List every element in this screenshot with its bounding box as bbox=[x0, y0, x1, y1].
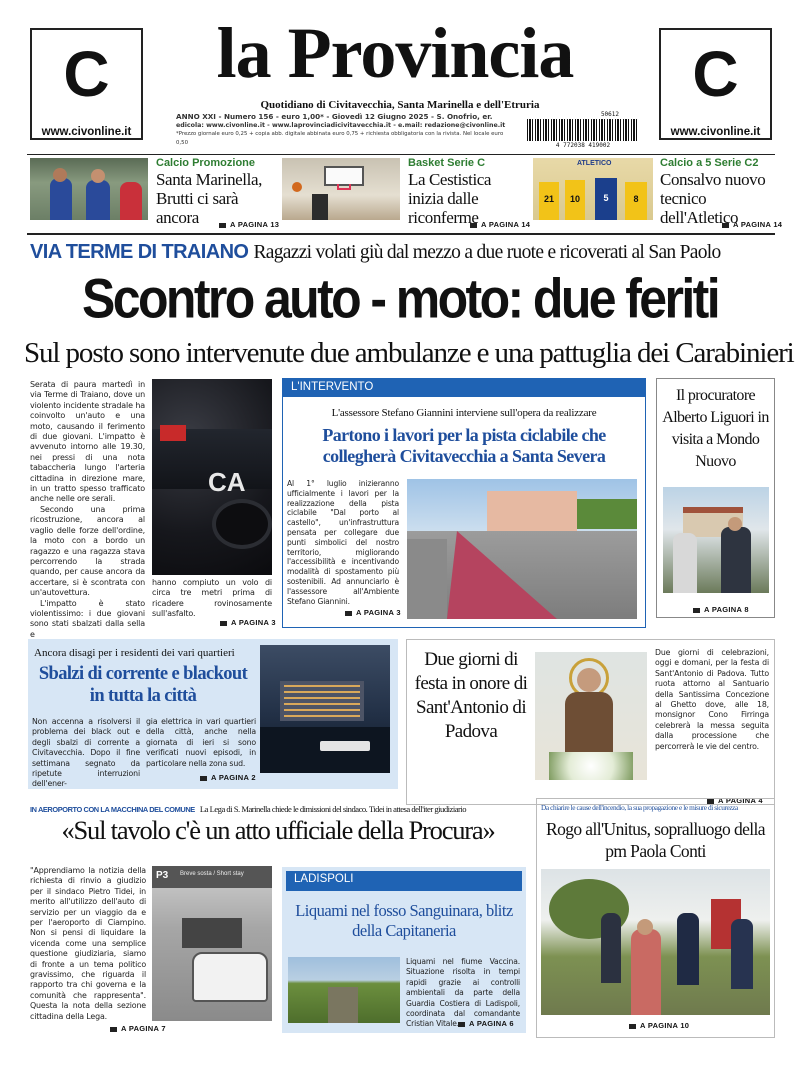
teaser-3-section: Calcio a 5 Serie C2 bbox=[660, 157, 759, 169]
festa-body: Due giorni di celebrazioni, oggi e domani, per la festa di Sant'Antonio di Padova. Tutto ruota attorno al Santuario della Santissima Concezione al Ghetto dove, alle 18, monsignor Cono Firringa celebrerà la messa seguita dalla processione che percorrerà le vie del centro. bbox=[655, 648, 769, 751]
intervento-body: Al 1° luglio inizieranno ufficialmente i lavori per la realizzazione della pista ciclabile "Dal porto al castello", un'infrastruttura pensata per collegare due punti simbolici del nostro territorio, migliorando l'accessibilità e incentivando modalità di spostamento più sostenibili. Ad annunciarlo è l'assessore all'Ambiente Stefano Giannini. bbox=[287, 479, 399, 606]
barcode bbox=[523, 111, 643, 151]
teaser-2[interactable] bbox=[408, 157, 528, 227]
lead-page[interactable]: A PAGINA 3 bbox=[220, 618, 276, 627]
unitus-kicker: Da chiarire le cause dell'incendio, la sua propagazione e le misure di sicurezza bbox=[541, 803, 738, 812]
procuratore-photo[interactable] bbox=[663, 487, 769, 593]
lead-subhead: Sul posto sono intervenute due ambulanze e una pattuglia dei Carabinieri bbox=[24, 337, 794, 369]
procura-headline[interactable]: «Sul tavolo c'è un atto ufficiale della Procura» bbox=[61, 815, 495, 845]
lead-kicker-line bbox=[30, 241, 775, 264]
issue-info: ANNO XXI - Numero 156 - euro 1,00* - Giovedì 12 Giugno 2025 - S. Onofrio, er. bbox=[176, 112, 493, 121]
intervento-kicker: L'assessore Stefano Giannini interviene sull'opera da realizzare bbox=[331, 407, 597, 419]
right-url[interactable]: www.civonline.it bbox=[670, 126, 761, 138]
right-logo-letter: C bbox=[692, 38, 739, 110]
teaser-2-headline[interactable]: La Cestistica inizia dalle riconferme bbox=[408, 170, 492, 227]
teaser-2-page[interactable]: A PAGINA 14 bbox=[470, 220, 530, 229]
intervento-header: L'INTERVENTO bbox=[283, 379, 645, 397]
procura-photo-sign: P3 bbox=[156, 870, 169, 881]
intervento-photo-pista[interactable] bbox=[407, 479, 637, 619]
left-ear-logo[interactable] bbox=[30, 28, 143, 140]
procura-body: "Apprendiamo la notizia della richiesta di rinvio a giudizio per il sindaco Pietro Tidei, in merito all'utilizzo dell'auto di servizio per un viaggio da e per l'aeroporto di Ciampino. Non si pensi di liquidare la vicenda come una semplice questione giudiziaria, siamo di fronte a un tema politico gravissimo, che riguarda il rapporto tra chi governa e la comunità che rappresenta". Questa la nota della sezione cittadina della Lega. bbox=[30, 866, 146, 1021]
lead-kicker: VIA TERME DI TRAIANO bbox=[30, 241, 249, 263]
teaser-1-section: Calcio Promozione bbox=[156, 157, 256, 169]
intervento-page[interactable]: A PAGINA 3 bbox=[345, 608, 401, 617]
lead-kicker-rest: Ragazzi volati giù dal mezzo a due ruote e ricoverati al San Paolo bbox=[253, 242, 721, 263]
left-logo-letter: C bbox=[63, 38, 110, 110]
blackout-body-2: gia elettrica in vari quartieri della città, anche nella giornata di ieri si sono verificati nuovi episodi, in particolare nella zona sud. bbox=[146, 717, 256, 768]
blackout-headline[interactable]: Sbalzi di corrente e blackout in tutta la città bbox=[38, 664, 248, 706]
blackout-kicker: Ancora disagi per i residenti dei vari quartieri bbox=[34, 647, 235, 659]
teaser-photo-calcio5[interactable] bbox=[533, 158, 653, 220]
web-info: edicola: www.civonline.it - www.laprovinciadicivitavecchia.it - e.mail: redazione@civonline.it bbox=[176, 121, 506, 129]
lead-p2: Secondo una prima ricostruzione, ancora al vaglio delle forze dell'ordine, la moto con a bordo un ragazzo e una ragazza stava percorrendo la strada quando, per cause ancora da accertare, si è scontrata con un'autovettura. bbox=[30, 504, 145, 598]
ladispoli-page[interactable]: A PAGINA 6 bbox=[458, 1019, 514, 1028]
teaser-3[interactable] bbox=[660, 157, 778, 227]
teaser-2-section: Basket Serie C bbox=[408, 157, 486, 169]
teaser-photo-calcio[interactable] bbox=[30, 158, 148, 220]
issue-line bbox=[176, 113, 516, 147]
lead-body-col2: hanno compiuto un volo di circa tre metri prima di ricadere rovinosamente sull'asfalto. bbox=[152, 578, 272, 619]
blackout-photo-night[interactable] bbox=[260, 645, 390, 773]
ladispoli-box bbox=[282, 867, 526, 1033]
lead-photo-label: CA bbox=[208, 467, 246, 497]
unitus-headline[interactable]: Rogo all'Unitus, sopralluogo della pm Paola Conti bbox=[546, 819, 765, 861]
unitus-page[interactable]: A PAGINA 10 bbox=[629, 1021, 689, 1030]
newspaper-subtitle: Quotidiano di Civitavecchia, Santa Marinella e dell'Etruria bbox=[260, 99, 540, 111]
teaser-rule bbox=[27, 233, 775, 235]
lead-p3: L'impatto è stato violentissimo: i due giovani sono stati sbalzati dalla sella e bbox=[30, 598, 145, 639]
blackout-box bbox=[28, 639, 398, 789]
festa-headline[interactable]: Due giorni di festa in onore di Sant'Antonio di Padova bbox=[414, 649, 528, 742]
lead-p1: Serata di paura martedì in via Terme di Traiano, dove un violento incidente stradale ha coinvolto un'auto e una moto, causando il ferimento di due giovani. L'impatto è avvenuto intorno alle 19.30, nei pressi di una nota tabaccheria lungo l'arteria cittadina in direzione mare, in un tratto spesso trafficato anche nelle ore serali. bbox=[30, 380, 145, 504]
procura-kicker-line bbox=[30, 797, 526, 816]
festa-page[interactable]: A PAGINA 4 bbox=[707, 796, 763, 805]
teaser-1[interactable] bbox=[156, 157, 278, 227]
jersey-2: 10 bbox=[565, 180, 585, 220]
procuratore-page[interactable]: A PAGINA 8 bbox=[693, 605, 749, 614]
teaser-1-page[interactable]: A PAGINA 13 bbox=[219, 220, 279, 229]
procura-page[interactable]: A PAGINA 7 bbox=[110, 1024, 166, 1033]
teaser-photo-basket[interactable] bbox=[282, 158, 400, 220]
ladispoli-header: LADISPOLI bbox=[286, 871, 522, 891]
barcode-bars bbox=[527, 119, 639, 141]
price-note: *Prezzo giornale euro 0,25 + copia abb. digitale abbinata euro 0,75 + richiesta obbligatoria con la rivista. Nel locale euro 0,50 bbox=[176, 131, 504, 146]
unitus-photo-rogo[interactable] bbox=[541, 869, 770, 1015]
intervento-headline[interactable]: Partono i lavori per la pista ciclabile che collegherà Civitavecchia a Santa Severa bbox=[322, 425, 606, 466]
procura-kicker-rest: La Lega di S. Marinella chiede le dimissioni del sindaco. Tidei in attesa dell'iter giudiziario bbox=[199, 804, 467, 814]
ladispoli-body: Liquami nel fiume Vaccina. Situazione risolta in tempi rapidi grazie ai controlli ambientali da parte della Guardia Costiera di Ladispoli, coordinata dal comandante Cristian Vitale. bbox=[406, 957, 520, 1029]
lead-photo-carabinieri[interactable] bbox=[152, 379, 272, 575]
blackout-body-1: Non accenna a risolversi il problema dei black out e degli sbalzi di corrente a Civitavecchia. Dopo il fine settimana segnato da ripetute interruzioni dell'ener- bbox=[32, 717, 140, 789]
intervento-box bbox=[282, 378, 646, 628]
procuratore-box bbox=[656, 378, 775, 618]
barcode-number: 4 772038 419002 bbox=[555, 142, 611, 149]
procura-kicker: IN AEROPORTO CON LA MACCHINA DEL COMUNE bbox=[30, 805, 195, 814]
right-ear-logo[interactable] bbox=[659, 28, 772, 140]
barcode-issue: 50612 bbox=[600, 111, 619, 118]
ladispoli-photo-fosso[interactable] bbox=[288, 957, 400, 1023]
masthead-rule bbox=[27, 154, 775, 155]
procuratore-headline[interactable]: Il procuratore Alberto Liguori in visita a Mondo Nuovo bbox=[662, 387, 769, 470]
procura-photo-sign-2: Breve sosta / Short stay bbox=[180, 871, 244, 877]
jersey-1: 21 bbox=[539, 182, 559, 220]
lead-headline[interactable]: Scontro auto - moto: due feriti bbox=[81, 266, 719, 330]
jersey-3: 5 bbox=[595, 178, 617, 220]
blackout-page[interactable]: A PAGINA 2 bbox=[200, 773, 256, 782]
jersey-4: 8 bbox=[625, 182, 647, 220]
atletico-banner: ATLETICO bbox=[577, 160, 612, 167]
ladispoli-headline[interactable]: Liquami nel fosso Sanguinara, blitz della Capitaneria bbox=[295, 901, 513, 940]
left-url[interactable]: www.civonline.it bbox=[41, 126, 132, 138]
newspaper-title: la Provincia bbox=[216, 13, 574, 93]
festa-photo-santantonio[interactable] bbox=[535, 652, 647, 780]
festa-box bbox=[406, 639, 775, 805]
lead-body-col1 bbox=[30, 380, 145, 640]
procura-photo-airport[interactable] bbox=[152, 866, 272, 1021]
teaser-3-page[interactable]: A PAGINA 14 bbox=[722, 220, 782, 229]
teaser-1-headline[interactable]: Santa Marinella, Brutti ci sarà ancora bbox=[156, 170, 262, 227]
teaser-3-headline[interactable]: Consalvo nuovo tecnico dell'Atletico bbox=[660, 170, 766, 227]
unitus-box bbox=[536, 798, 775, 1038]
